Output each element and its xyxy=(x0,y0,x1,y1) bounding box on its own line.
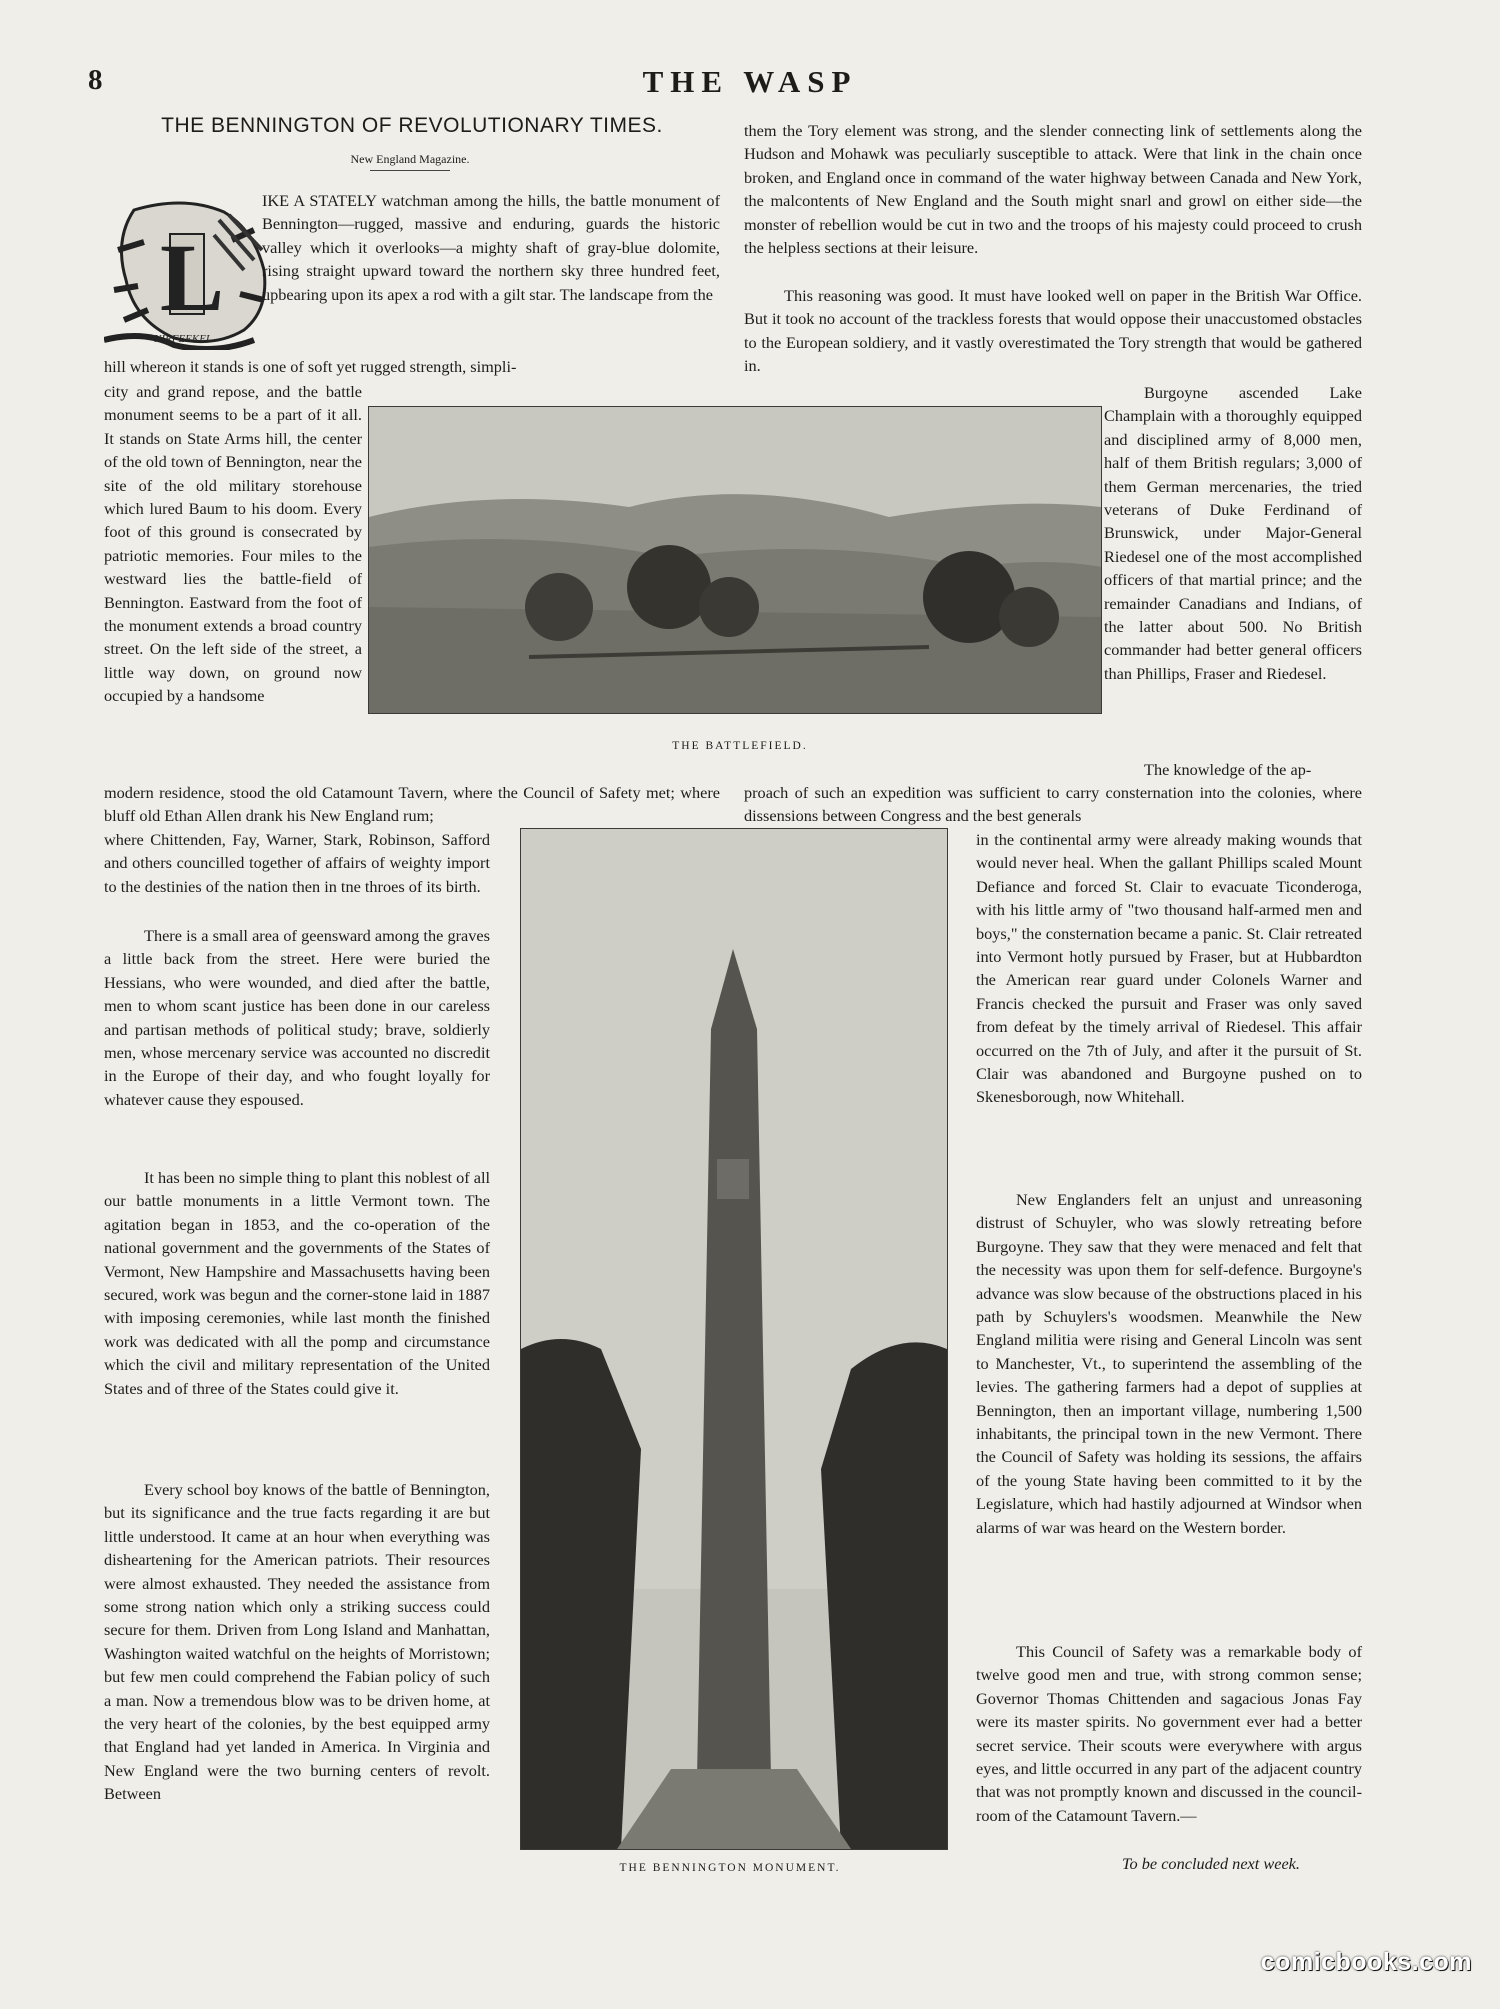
battlefield-image xyxy=(368,406,1102,714)
paragraph-continental: in the continental army were already making wounds that would never heal. When the gallant Phillips scaled Mount Defiance and forced St. Clair to evacuate Ticonderoga, with his little army of "two thousand half-armed men and boys," the consternation became a panic. St. Clair retreated into Vermont hotly pursued by Fraser, but at Hubbardton the American rear guard under Colonels Warner and Francis checked the pursuit and Fraser was only saved from defeat by the timely arrival of Riedesel. This affair occurred on the 7th of July, and after it the pursuit of St. Clair was abandoned and Burgoyne pushed on to Skenesborough, now Whitehall. xyxy=(976,830,1362,1107)
article-title: THE BENNINGTON OF REVOLUTIONARY TIMES. xyxy=(161,114,663,137)
paragraph-burgoyne: Burgoyne ascended Lake Champlain with a thoroughly equipped and disciplined army of 8,000 men, half of them British regulars; 3,000 of them German mercenaries, the tried veterans of Duke Ferdinand of Brunswick, under Major-General Riedesel one of the most accomplished officers of that martial prince; and the remainder Canadians and Indians, of the latter about 500. No British commander had better general officers than Phillips, Fraser and Riedesel. xyxy=(1104,383,1362,683)
paragraph-tory: them the Tory element was strong, and the slender connecting link of settlements along the Hudson and Mohawk was peculiarly susceptible to attack. Were that link in the chain once broken, and England once in command of the water highway between Canada and New York, the malcontents of New England and the South might snarl and growl on either side—the monster of rebellion would be cut in two and the troops of his majesty could proceed to crush the helpless sections at their leisure. xyxy=(744,121,1362,258)
to-be-concluded xyxy=(1122,1852,1362,1875)
paragraph-hessians: There is a small area of geensward among the graves a little back from the street. Here were buried the Hessians, who were wounded, and died after the battle, men to whom scant justice has been done in our careless and partisan methods of political study; brave, soldierly men, whose mercenary service was accounted no discredit in the Europe of their day, and who fought loyally for whatever cause they espoused. xyxy=(104,926,490,1109)
paragraph-schoolboy: Every school boy knows of the battle of Bennington, but its significance and the true facts regarding it are but little understood. It came at an hour when everything was disheartening for the American patriots. Their resources were almost exhausted. They needed the assistance from some strong nation which only a striking success could secure for them. Driven from Long Island and Manhattan, Washington waited watchful on the heights of Morristown; but few men could comprehend the Fabian policy of such a man. Now a tremendous blow was to be driven home, at the very heart of the colonies, by the best equipped army that England had yet landed in America. In Virginia and New England were the two burning centers of revolt. Between xyxy=(104,1480,490,1804)
paragraph-tavern-wide: modern residence, stood the old Catamount Tavern, where the Council of Safety met; where bluff old Ethan Allen drank his New England rum; xyxy=(104,783,720,826)
paragraph-opening: IKE A STATELY watchman among the hills, the battle monument of Bennington—rugged, massive and enduring, guards the historic valley which it overlooks—a mighty shaft of gray-blue dolomite, rising straight upward toward the northern sky three hundred feet, upbearing upon its apex a rod with a gilt star. The landscape from the xyxy=(262,191,720,304)
paragraph-monument-history: It has been no simple thing to plant this noblest of all our battle monuments in a little Vermont town. The agitation began in 1853, and the co-operation of the national government and the governments of the States of Vermont, New Hampshire and Massachusetts having been secured, work was begun and the corner-stone laid in 1887 with imposing ceremonies, while last month the finished work was dedicated with all the pomp and circumstance which the civil and military representation of the United States and of three of the States could give it. xyxy=(104,1168,490,1398)
drop-cap-illustration xyxy=(104,190,274,350)
monument-image xyxy=(520,828,948,1850)
paragraph-opening-narrow: city and grand repose, and the battle monument seems to be a part of it all. It stands on State Arms hill, the center of the old town of Bennington, near the site of the old military storehouse which lured Baum to his doom. Every foot of this ground is consecrated by patriotic memories. Four miles to the westward lies the battle-field of Bennington. Eastward from the foot of the monument extends a broad country street. On the left side of the street, a little way down, on ground now occupied by a handsome xyxy=(104,382,362,706)
paragraph-council: This Council of Safety was a remarkable body of twelve good men and true, with strong common sense; Governor Thomas Chittenden and sagacious Jonas Fay were its master spirits. No government ever had a better secret service. Their scouts were everywhere with argus eyes, and little occurred in any part of the adjacent country that was not promptly known and discussed in the council-room of the Catamount Tavern.— xyxy=(976,1642,1362,1825)
battlefield-caption: THE BATTLEFIELD. xyxy=(672,740,808,752)
paragraph-approach: proach of such an expedition was sufficient to carry consternation into the colonies, where dissensions between Congress and the best generals xyxy=(744,783,1362,826)
drop-cap-signature: NIRFEEKEL xyxy=(154,333,213,345)
monument-caption: THE BENNINGTON MONUMENT. xyxy=(619,1862,841,1874)
running-head: THE WASP xyxy=(642,64,858,99)
byline-rule xyxy=(370,170,450,171)
continued-note: To be concluded next week. xyxy=(1122,1854,1300,1873)
page-number: 8 xyxy=(88,64,103,96)
paragraph-knowledge-start: The knowledge of the ap- xyxy=(1144,760,1312,779)
paragraph-new-englanders: New Englanders felt an unjust and unreasoning distrust of Schuyler, who was slowly retreating before Burgoyne. They saw that they were menaced and felt that the necessity was upon them for self-defence. Burgoyne's advance was slow because of the obstructions placed in his path by Schuylers's woodsmen. Meanwhile the New England militia were rising and General Lincoln was sent to Manchester, Vt., to superintend the assembling of the levies. The gathering farmers had a depot of supplies at Bennington, then an important village, numbering 1,500 inhabitants, the principal town in the new Vermont. There the Council of Safety was holding its sessions, the affairs of the young State having been committed to it by the Legislature, which had hastily adjourned at Windsor when alarms of war was heard on the Western border. xyxy=(976,1190,1362,1537)
drop-cap-letter: L xyxy=(160,224,225,331)
paragraph-councilled: where Chittenden, Fay, Warner, Stark, Robinson, Safford and others councilled together of affairs of weighty import to the destinies of the nation then in tne throes of its birth. xyxy=(104,830,490,896)
paragraph-reasoning: This reasoning was good. It must have looked well on paper in the British War Office. But it took no account of the trackless forests that would oppose their unaccustomed obstacles to the European soldiery, and it vastly overestimated the Tory strength that would be gathered in. xyxy=(744,286,1362,376)
site-watermark: comicbooks.com xyxy=(1260,1948,1472,1976)
article-source: New England Magazine. xyxy=(350,152,470,166)
paragraph-opening-cont: hill whereon it stands is one of soft yet rugged strength, simpli- xyxy=(104,357,517,376)
